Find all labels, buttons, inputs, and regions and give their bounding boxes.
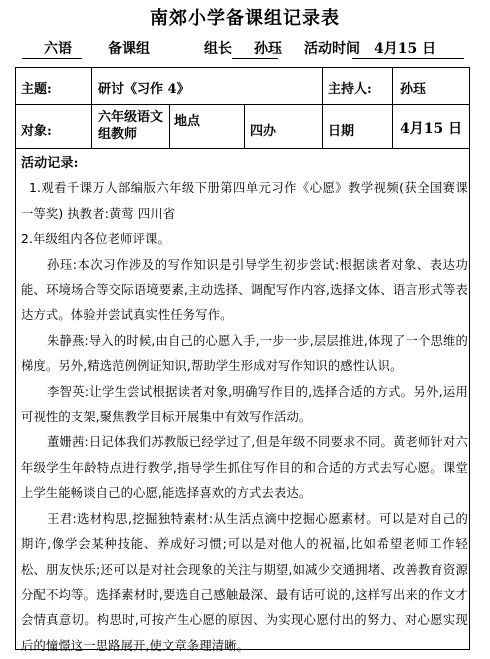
- leader-label: 组长: [204, 41, 232, 57]
- record-heading: 活动记录:: [21, 156, 79, 171]
- time-label: 活动时间: [304, 41, 360, 57]
- header-info-line: [18, 38, 473, 60]
- topic-label: 主题:: [21, 82, 52, 97]
- audience-label: 对象:: [21, 124, 52, 139]
- record-table: [15, 67, 470, 653]
- record-paragraph: 李智英:让学生尝试根据读者对象,明确写作目的,选择合适的方式。另外,运用可视性的支架,聚焦教学目标开展集中有效写作活动。: [21, 384, 468, 425]
- date-label: 日期: [328, 124, 355, 139]
- record-paragraph: 董姗茜:日记体我们苏教版已经学过了,但是年级不同要求不同。黄老师针对六年级学生年龄特点进行教学,指导学生抓住写作目的和合适的方式去写心愿。课堂上学生能畅谈自己的心愿,能选择喜欢的方式去表达。: [21, 435, 468, 501]
- place-value: 四办: [250, 124, 277, 139]
- col-divider-1: [91, 68, 92, 148]
- host-label: 主持人:: [328, 82, 372, 97]
- leader-value: 孙珏: [254, 41, 282, 57]
- date-value: 4月15 日: [400, 121, 463, 137]
- activity-record: [21, 151, 468, 659]
- col-divider-3: [244, 104, 245, 148]
- record-paragraph: 2.年级组内各位老师评课。: [21, 232, 170, 247]
- group-suffix: 备课组: [108, 41, 150, 57]
- host-value: 孙珏: [400, 82, 427, 97]
- record-paragraph: 朱静燕:导入的时候,由自己的心愿入手,一步一步,层层推进,体现了一个思维的梯度。另外,精选范例例证知识,帮助学生形成对写作知识的感性认识。: [21, 333, 468, 374]
- subject-value: 六语: [44, 41, 72, 57]
- time-underline: [352, 58, 464, 59]
- leader-underline: [232, 58, 278, 59]
- place-label: 地点: [174, 114, 201, 129]
- record-paragraph: 1.观看千课万人部编版六年级下册第四单元习作《心愿》教学视频(获全国赛课一等奖) 执教者:黄莺 四川省: [21, 181, 468, 221]
- row-divider-1: [16, 104, 469, 105]
- record-paragraph: 王君:选材构思,挖掘独特素材:从生活点滴中挖掘心愿素材。可以是对自己的期许,像学会某种技能、养成好习惯;可以是对他人的祝福,比如希望老师工作轻松、朋友快乐;还可以是对社会现象的关注与期望,如减少交通拥堵、改善教育资源分配不均等。选择素材时,要选自己感触最深、最有话可说的,这样写出来的作文才会情真意切。构思时,可按产生心愿的原因、为实现心愿付出的努力、对心愿实现后的憧憬这一思路展开,使文章条理清晰。: [21, 511, 468, 653]
- subject-underline: [22, 58, 82, 59]
- col-divider-5: [392, 68, 393, 148]
- time-value: 4月15 日: [374, 41, 437, 57]
- col-divider-4: [322, 68, 323, 148]
- col-divider-2: [169, 104, 170, 148]
- audience-value: 六年级语文组教师: [98, 110, 164, 142]
- row-divider-2: [16, 148, 469, 149]
- page-title: 南郊小学备课组记录表: [150, 8, 340, 29]
- topic-value: 研讨《习作 4》: [98, 82, 190, 97]
- record-paragraph: 孙珏:本次习作涉及的写作知识是引导学生初步尝试:根据读者对象、表达功能、环境场合等交际语境要素,主动选择、调配写作内容,选择文体、语言形式等表达方式。体验并尝试真实性任务写作。: [21, 257, 468, 323]
